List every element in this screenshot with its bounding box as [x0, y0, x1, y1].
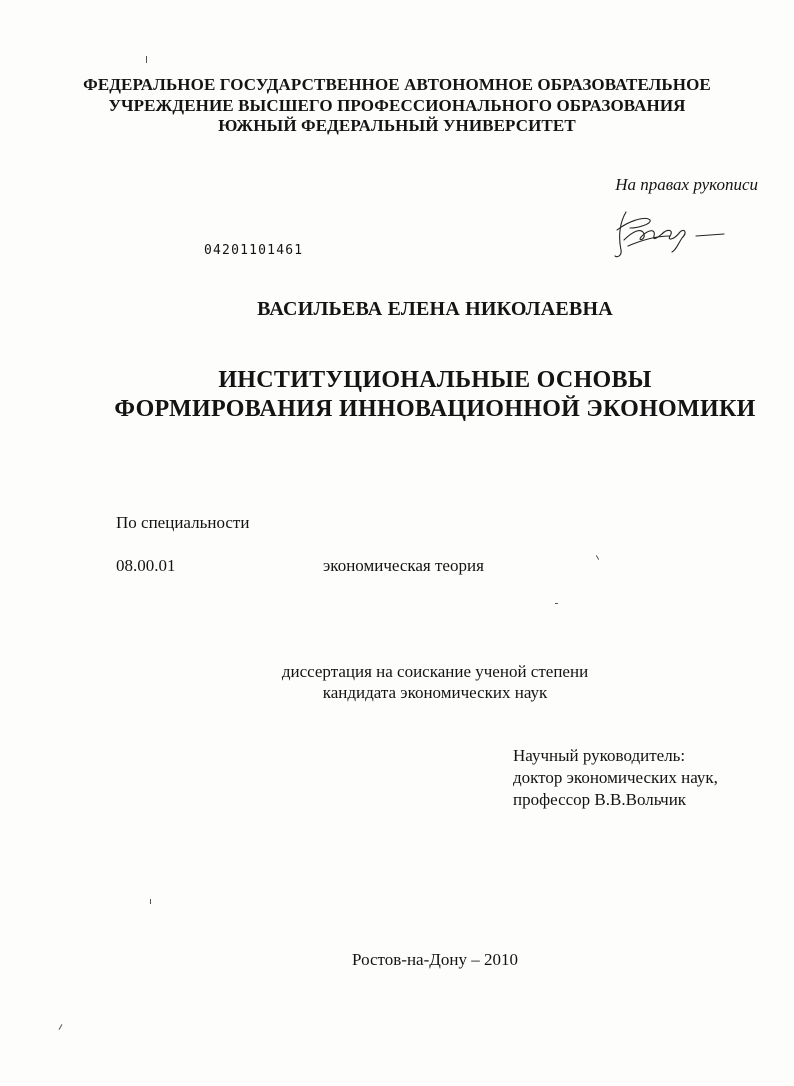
degree-line-2: кандидата экономических наук	[322, 683, 548, 702]
scan-speck	[596, 555, 599, 560]
author-name: ВАСИЛЬЕВА ЕЛЕНА НИКОЛАЕВНА	[257, 298, 613, 320]
thesis-title-line-2: ФОРМИРОВАНИЯ ИННОВАЦИОННОЙ ЭКОНОМИКИ	[114, 396, 756, 422]
signature-icon	[612, 206, 732, 262]
scan-speck	[146, 56, 147, 63]
supervisor-degree: доктор экономических наук,	[513, 768, 718, 787]
scan-speck	[59, 1024, 63, 1030]
specialty-code: 08.00.01	[116, 556, 176, 575]
specialty-label: По специальности	[116, 513, 250, 532]
scan-speck	[555, 603, 558, 604]
degree-line-1: диссертация на соискание ученой степени	[281, 662, 589, 681]
scan-speck	[150, 899, 151, 904]
supervisor-name: профессор В.В.Вольчик	[513, 790, 687, 809]
thesis-title-line-1: ИНСТИТУЦИОНАЛЬНЫЕ ОСНОВЫ	[218, 367, 652, 393]
institution-line-2: УЧРЕЖДЕНИЕ ВЫСШЕГО ПРОФЕССИОНАЛЬНОГО ОБРАЗОВАНИЯ	[108, 96, 686, 115]
city-year: Ростов-на-Дону – 2010	[352, 950, 518, 969]
manuscript-rights-note: На правах рукописи	[615, 175, 758, 194]
registration-code: 04201101461	[204, 243, 304, 258]
institution-line-3: ЮЖНЫЙ ФЕДЕРАЛЬНЫЙ УНИВЕРСИТЕТ	[218, 116, 576, 135]
institution-line-1: ФЕДЕРАЛЬНОЕ ГОСУДАРСТВЕННОЕ АВТОНОМНОЕ ОБРАЗОВАТЕЛЬНОЕ	[83, 75, 711, 94]
supervisor-heading: Научный руководитель:	[513, 746, 686, 765]
specialty-name: экономическая теория	[323, 556, 484, 575]
